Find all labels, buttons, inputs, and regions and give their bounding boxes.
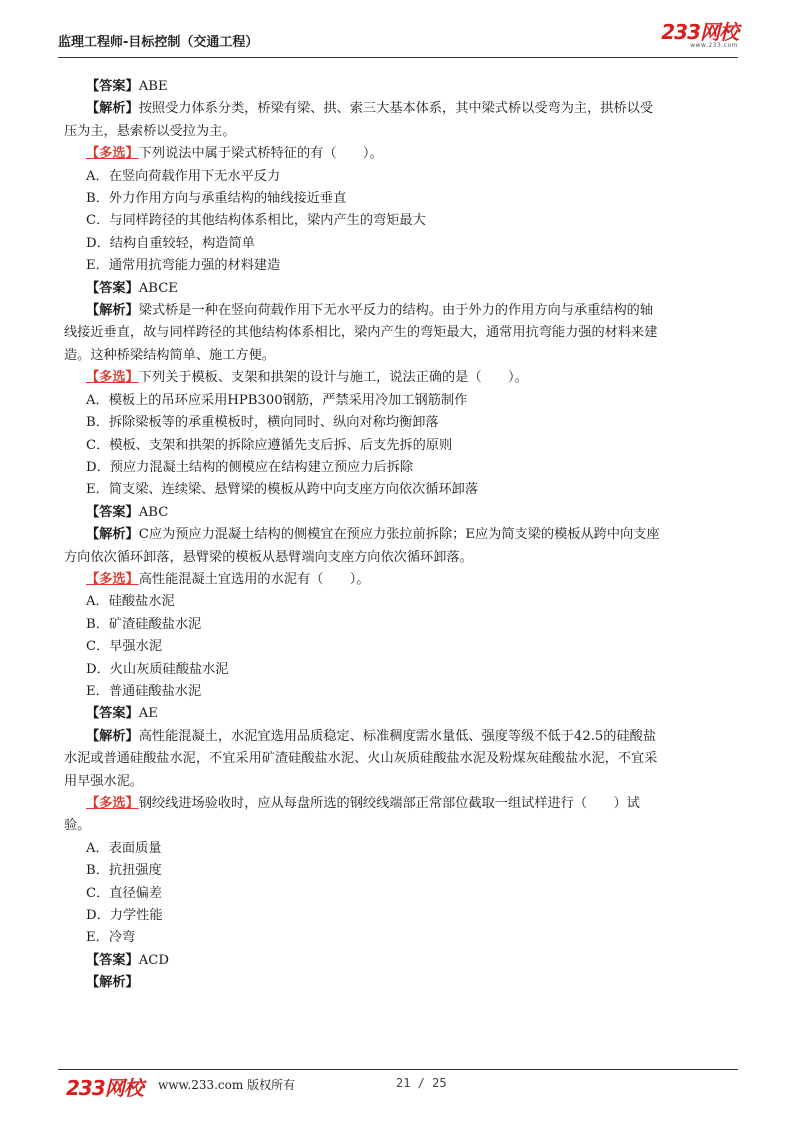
answer-value: ABC [138,504,169,520]
explanation-line [64,98,736,120]
answer-value: ABCE [138,280,178,296]
answer-value: AE [138,706,158,722]
option-item: E．简支梁、连续梁、悬臂梁的模板从跨中向支座方向依次循环卸落 [86,482,479,498]
option-item: C．与同样跨径的其他结构体系相比，梁内产生的弯矩最大 [86,213,426,229]
option-item: A．表面质量 [86,840,162,856]
page-footer [58,1072,738,1102]
answer-line [64,278,736,300]
option-item: D．结构自重较轻，构造简单 [86,235,255,251]
question-text: 下列关于模板、支架和拱架的设计与施工，说法正确的是（ ）。 [138,370,528,386]
document-body [64,76,736,995]
explanation-text: 高性能混凝土，水泥宜选用品质稳定、标准稠度需水量低、强度等级不低于42.5的硅酸盐 [138,728,657,744]
explanation-line [64,300,736,322]
question-stem [64,143,736,165]
explanation-label: 【解析】 [86,975,139,991]
option-item: C．模板、支架和拱架的拆除应遵循先支后拆、后支先拆的原则 [86,437,453,453]
option-item: C．早强水泥 [86,639,163,655]
option-item: B．抗扭强度 [86,863,162,879]
option-item: A．硅酸盐水泥 [86,594,175,610]
explanation-line [64,726,736,748]
question-text: 钢绞线进场验收时，应从每盘所选的钢绞线端部正常部位截取一组试样进行（ ）试 [138,796,640,811]
question-type-tag: 【多选】 [86,796,139,811]
answer-line [64,502,736,524]
footer-divider [58,1069,738,1070]
copyright-text: www.233.com 版权所有 [158,1078,296,1092]
brand-logo[interactable] [661,22,738,49]
explanation-text: 梁式桥是一种在竖向荷载作用下无水平反力的结构。由于外力的作用方向与承重结构的轴 [138,303,654,319]
option-item: A．在竖向荷载作用下无水平反力 [86,168,281,184]
option-item: B．外力作用方向与承重结构的轴线接近垂直 [86,191,347,207]
question-text: 高性能混凝土宜选用的水泥有（ ）。 [138,571,370,587]
explanation-label: 【解析】 [86,303,139,319]
explanation-line: 压为主，悬索桥以受拉为主。 [64,123,236,139]
option-item: E．普通硅酸盐水泥 [86,683,202,699]
option-item: E．通常用抗弯能力强的材料建造 [86,258,281,274]
explanation-label: 【解析】 [86,101,139,117]
explanation-text: 按照受力体系分类，桥梁有梁、拱、索三大基本体系，其中梁式桥以受弯为主，拱桥以受 [138,101,654,117]
explanation-line: 用早强水泥。 [64,773,144,789]
option-item: D．力学性能 [86,908,163,924]
answer-label: 【答案】 [86,79,139,94]
answer-line [64,76,736,98]
option-item: B．矿渣硅酸盐水泥 [86,616,202,632]
option-item: D．预应力混凝土结构的侧模应在结构建立预应力后拆除 [86,459,414,475]
answer-label: 【答案】 [86,504,139,520]
explanation-label: 【解析】 [86,527,139,543]
logo-url: www.233.com [690,42,738,49]
question-stem [64,367,736,389]
page-header [58,22,738,56]
explanation-line: 造。这种桥梁结构简单、施工方便。 [64,347,275,363]
logo-text: 233网校 [661,20,738,44]
page-number: 21 / 25 [396,1076,447,1090]
answer-value: ABE [138,79,168,94]
explanation-text: C应为预应力混凝土结构的侧模宜在预应力张拉前拆除；E应为简支梁的模板从跨中向支座 [138,527,660,543]
question-stem [64,569,736,591]
explanation-label: 【解析】 [86,728,139,744]
explanation-line: 方向依次循环卸落，悬臂梁的模板从悬臂端向支座方向依次循环卸落。 [64,549,473,565]
option-item: A．模板上的吊环应采用HPB300钢筋，严禁采用冷加工钢筋制作 [86,392,468,408]
answer-line [64,950,736,972]
explanation-line: 水泥或普通硅酸盐水泥，不宜采用矿渣硅酸盐水泥、火山灰质硅酸盐水泥及粉煤灰硅酸盐水泥，不宜采 [64,751,658,767]
question-type-tag: 【多选】 [86,571,139,587]
question-stem [64,793,736,815]
option-item: E．冷弯 [86,930,136,946]
answer-label: 【答案】 [86,706,139,722]
answer-label: 【答案】 [86,952,139,968]
document-title: 监理工程师-目标控制（交通工程） [58,35,259,50]
question-type-tag: 【多选】 [86,370,139,386]
answer-label: 【答案】 [86,280,139,296]
option-item: B．拆除梁板等的承重模板时，横向同时、纵向对称均衡卸落 [86,415,439,431]
footer-logo[interactable]: 233网校 [66,1076,143,1100]
explanation-line: 线接近垂直，故与同样跨径的其他结构体系相比，梁内产生的弯矩最大，通常用抗弯能力强的材料来建 [64,325,658,341]
option-item: C．直径偏差 [86,885,163,901]
question-text: 下列说法中属于梁式桥特征的有（ ）。 [138,146,383,162]
option-item: D．火山灰质硅酸盐水泥 [86,661,229,677]
question-type-tag: 【多选】 [86,146,139,162]
answer-value: ACD [138,952,169,968]
question-text-continued: 验。 [64,818,91,834]
header-divider [58,57,738,58]
answer-line [64,703,736,725]
explanation-line [64,524,736,546]
explanation-line [64,972,736,994]
